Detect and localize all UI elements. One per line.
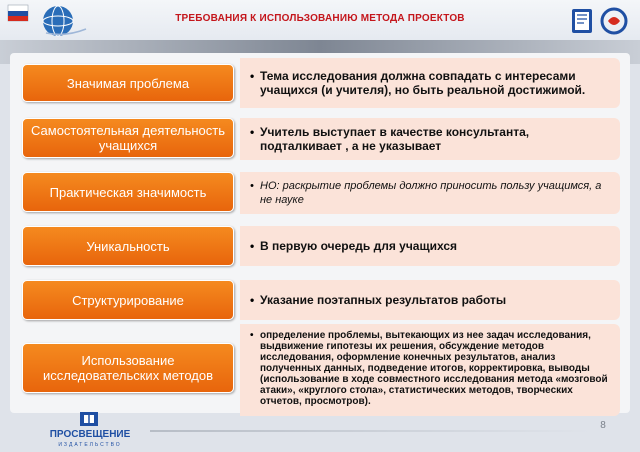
- education-emblem-icon: [564, 3, 634, 43]
- label-independent-activity: [22, 118, 234, 158]
- label-text: Самостоятельная деятельность учащихся: [31, 123, 225, 153]
- label-text: Использование исследовательских методов: [42, 353, 214, 383]
- text-box-significant-problem: [240, 58, 620, 108]
- bullet-icon: •: [250, 293, 255, 307]
- page-number: 8: [600, 420, 606, 431]
- label-significant-problem: [22, 64, 234, 102]
- publisher-name: ПРОСВЕЩЕНИЕ: [49, 429, 131, 440]
- label-text: Уникальность: [86, 238, 170, 254]
- bullet-icon: •: [250, 239, 255, 253]
- label-text: Значимая проблема: [66, 75, 190, 91]
- label-text: Структурирование: [72, 292, 184, 308]
- bullet-text: Указание поэтапных результатов работы: [260, 293, 507, 307]
- text-box-research-methods: [240, 324, 620, 416]
- bullet-text: Учитель выступает в качестве консультанта, подталкивает , а не указывает: [260, 125, 530, 153]
- label-structuring: [22, 280, 234, 320]
- bullet-text: НО: раскрытие проблемы должно приносить пользу учащимся, а не науке: [260, 180, 602, 206]
- page-title: ТРЕБОВАНИЯ К ИСПОЛЬЗОВАНИЮ МЕТОДА ПРОЕКТОВ: [175, 13, 465, 24]
- label-uniqueness: [22, 226, 234, 266]
- bullet-text: определение проблемы, вытекающих из нее задач исследования, выдвижение гипотезы их решения, обсуждение методов исследования, оформление конечных результатов, анализ полученных данных, подведение итогов, корректировка, выводы (использование в ходе совместного исследования метода «мозговой атаки», «круглого стола», статистических методов, творческих отчетов, просмотров).: [260, 330, 608, 407]
- text-box-independent-activity: [240, 118, 620, 160]
- bullet-icon: •: [250, 180, 254, 192]
- publisher-logo: [40, 412, 140, 448]
- label-text: Практическая значимость: [49, 184, 207, 200]
- bullet-icon: •: [250, 69, 255, 83]
- bullet-icon: •: [250, 125, 255, 139]
- bullet-icon: •: [250, 330, 254, 341]
- label-practical-significance: [22, 172, 234, 212]
- label-research-methods: [22, 343, 234, 393]
- text-box-structuring: [240, 280, 620, 320]
- footer-divider: [150, 430, 590, 432]
- globe-flag-logo-icon: [6, 3, 92, 43]
- bullet-text: В первую очередь для учащихся: [260, 239, 458, 253]
- text-box-uniqueness: [240, 226, 620, 266]
- text-box-practical-significance: [240, 172, 620, 214]
- bullet-text: Тема исследования должна совпадать с интересами учащихся (и учителя), но быть реальной достижимой.: [260, 69, 586, 97]
- publisher-subtitle: ИЗДАТЕЛЬСТВО: [58, 442, 122, 448]
